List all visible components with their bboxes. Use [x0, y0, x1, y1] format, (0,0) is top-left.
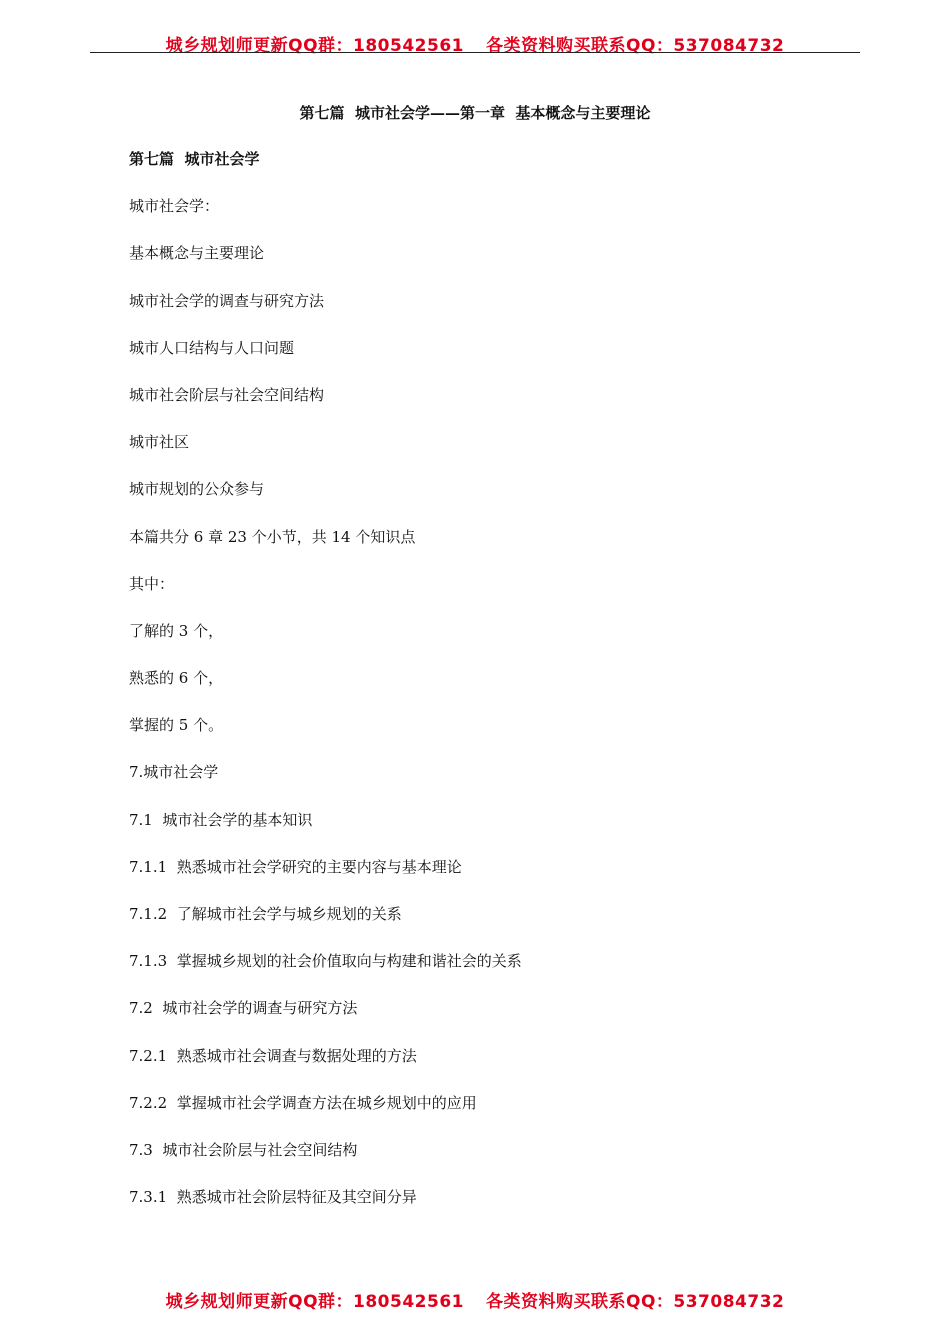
- text-line: 熟悉的 6 个，: [129, 669, 224, 688]
- text-line: 了解的 3 个，: [129, 621, 224, 640]
- text-line: 城市社会阶层与社会空间结构: [129, 385, 325, 404]
- outline-item: 7.2.2 掌握城市社会学调查方法在城乡规划中的应用: [129, 1093, 477, 1112]
- text-line: 其中：: [129, 574, 175, 593]
- footer-contact-label: 各类资料购买联系QQ：537084732: [486, 1292, 785, 1312]
- outline-item: 7.1.2 了解城市社会学与城乡规划的关系: [129, 905, 402, 923]
- outline-item: 7.2 城市社会学的调查与研究方法: [129, 999, 358, 1018]
- outline-item: 7.1 城市社会学的基本知识: [129, 810, 313, 829]
- text-line: 城市人口结构与人口问题: [129, 338, 295, 357]
- header-contact-label: 各类资料购买联系QQ：537084732: [486, 36, 785, 56]
- outline-item: 7.1.1 熟悉城市社会学研究的主要内容与基本理论: [129, 857, 462, 876]
- outline-item: 7.3 城市社会阶层与社会空间结构: [129, 1140, 358, 1159]
- text-line: 本篇共分 6 章 23 个小节，共 14 个知识点: [129, 527, 416, 546]
- text-line: 掌握的 5 个。: [129, 716, 224, 735]
- header-divider: [90, 52, 860, 53]
- text-line: 7.城市社会学: [129, 763, 219, 782]
- footer-group-label: 城乡规划师更新QQ群：180542561: [165, 1292, 464, 1312]
- text-line: 城市社区: [129, 433, 190, 452]
- text-line: 城市规划的公众参与: [129, 480, 265, 499]
- text-line: 城市社会学的调查与研究方法: [129, 291, 325, 310]
- outline-item: 7.3.1 熟悉城市社会阶层特征及其空间分异: [129, 1188, 417, 1207]
- page-title: 第七篇 城市社会学——第一章 基本概念与主要理论: [299, 104, 651, 122]
- outline-item: 7.2.1 熟悉城市社会调查与数据处理的方法: [129, 1046, 417, 1065]
- header-group-label: 城乡规划师更新QQ群：180542561: [165, 36, 464, 56]
- section-heading: 第七篇 城市社会学: [129, 150, 260, 168]
- footer-banner: [0, 1287, 950, 1312]
- text-line: 城市社会学：: [129, 197, 220, 216]
- outline-item: 7.1.3 掌握城乡规划的社会价值取向与构建和谐社会的关系: [129, 952, 522, 971]
- document-body: [129, 149, 849, 1234]
- text-line: 基本概念与主要理论: [129, 244, 265, 263]
